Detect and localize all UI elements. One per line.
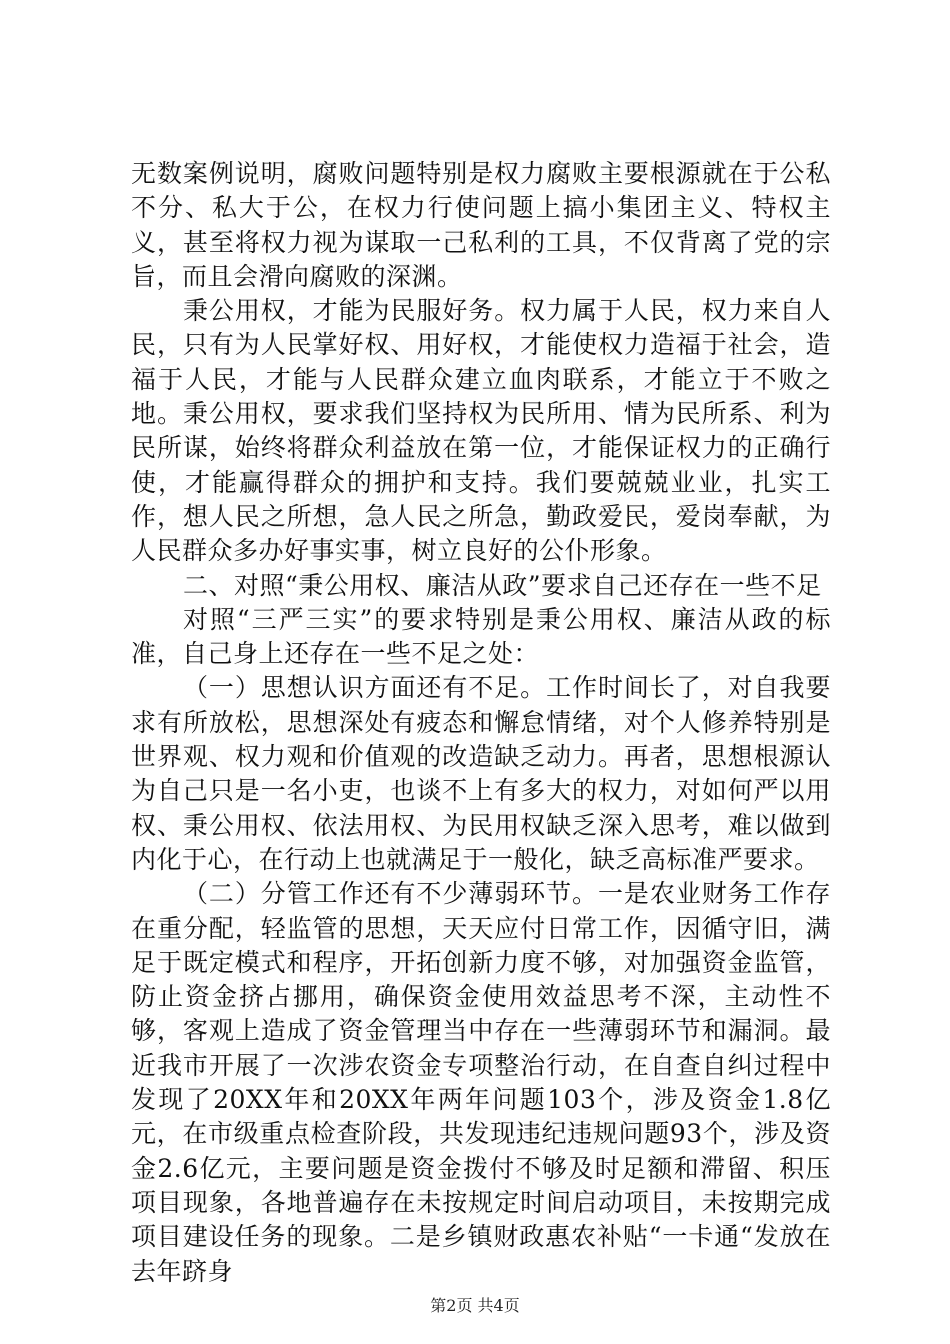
page-number-footer: 第2页 共4页 — [430, 1296, 520, 1315]
paragraph-shortcomings-intro: 对照“三严三实”的要求特别是秉公用权、廉洁从政的标准，自己身上还存在一些不足之处： — [131, 604, 831, 669]
section-heading-shortcomings: 二、对照“秉公用权、廉洁从政”要求自己还存在一些不足 — [183, 570, 822, 600]
document-body — [131, 157, 831, 1289]
paragraph-intro-continuation: 无数案例说明，腐败问题特别是权力腐败主要根源就在于公私不分、私大于公，在权力行使问题上搞小集团主义、特权主义，甚至将权力视为谋取一己私利的工具，不仅背离了党的宗旨，而且会滑向腐败的深渊。 — [131, 159, 831, 291]
paragraph-ideological-awareness: （一）思想认识方面还有不足。工作时间长了，对自我要求有所放松，思想深处有疲态和懈怠情绪，对个人修养特别是世界观、权力观和价值观的改造缺乏动力。再者，思想根源认为自己只是一名小吏，也谈不上有多大的权力，对如何严以用权、秉公用权、依法用权、为民用权缺乏深入思考，难以做到内化于心，在行动上也就满足于一般化，缺乏高标准严要求。 — [131, 673, 831, 874]
paragraph-serve-the-people: 秉公用权，才能为民服好务。权力属于人民，权力来自人民，只有为人民掌好权、用好权，才能使权力造福于社会，造福于人民，才能与人民群众建立血肉联系，才能立于不败之地。秉公用权，要求我们坚持权为民所用、情为民所系、利为民所谋，始终将群众利益放在第一位，才能保证权力的正确行使，才能赢得群众的拥护和支持。我们要兢兢业业，扎实工作，想人民之所想，急人民之所急，勤政爱民，爱岗奉献，为人民群众多办好事实事，树立良好的公仆形象。 — [131, 296, 831, 566]
paragraph-weak-links: （二）分管工作还有不少薄弱环节。一是农业财务工作存在重分配，轻监管的思想，天天应付日常工作，因循守旧，满足于既定模式和程序，开拓创新力度不够，对加强资金监管，防止资金挤占挪用，确保资金使用效益思考不深，主动性不够，客观上造成了资金管理当中存在一些薄弱环节和漏洞。最近我市开展了一次涉农资金专项整治行动，在自查自纠过程中发现了20XX年和20XX年两年问题103个，涉及资金1.8亿元，在市级重点检查阶段，共发现违纪违规问题93个，涉及资金2.6亿元，主要问题是资金拨付不够及时足额和滞留、积压项目现象，各地普遍存在未按规定时间启动项目，未按期完成项目建设任务的现象。二是乡镇财政惠农补贴“一卡通“发放在去年跻身 — [131, 879, 831, 1286]
